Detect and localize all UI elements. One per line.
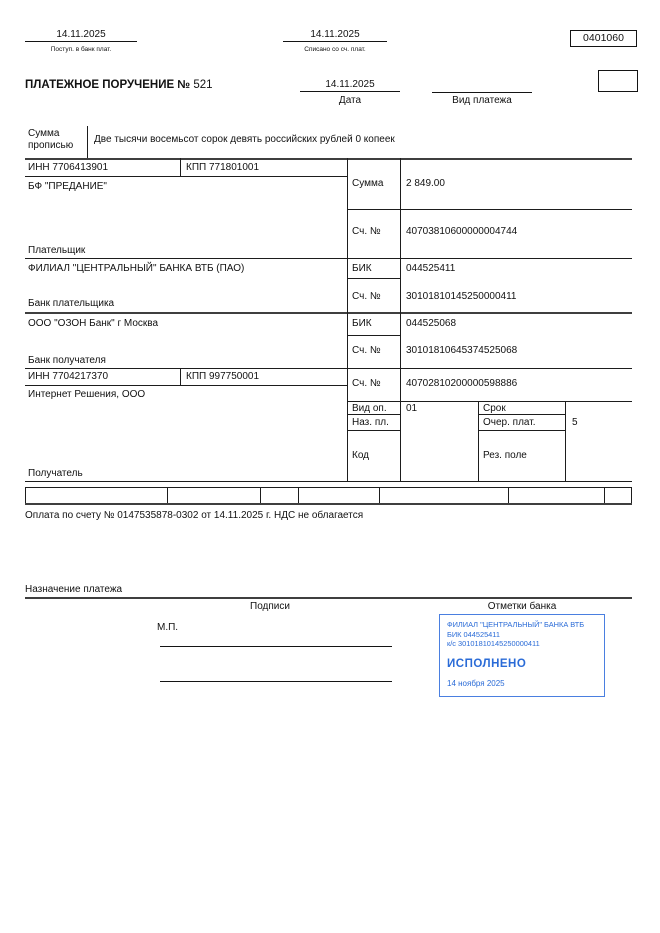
- divider: [400, 158, 401, 481]
- debited-date-label: Списано со сч. плат.: [304, 46, 366, 53]
- form-code-box: [570, 30, 637, 47]
- stamp-bank-name: ФИЛИАЛ "ЦЕНТРАЛЬНЫЙ" БАНКА ВТБ: [447, 620, 585, 629]
- divider: [508, 487, 509, 503]
- divider: [347, 209, 632, 210]
- reserve-field-label: Рез. поле: [483, 450, 527, 461]
- payer-bank-label: Банк плательщика: [28, 298, 115, 309]
- divider: [478, 401, 479, 481]
- op-type-value: 01: [406, 403, 418, 414]
- stamp-place-label: М.П.: [157, 622, 179, 633]
- payee-bank-account: 30101810645374525068: [406, 345, 518, 356]
- document-title-text: ПЛАТЕЖНОЕ ПОРУЧЕНИЕ №: [25, 79, 191, 91]
- payee-bank-bik: 044525068: [406, 318, 457, 329]
- bank-stamp: [439, 614, 605, 697]
- stamp-date: 14 ноября 2025: [447, 678, 505, 688]
- stamp-status: ИСПОЛНЕНО: [447, 657, 527, 670]
- stamp-corr-account: к/с 30101810145250000411: [447, 639, 540, 648]
- payee-account: 40702810200000598886: [406, 378, 518, 389]
- divider: [87, 126, 88, 158]
- code-label: Код: [352, 450, 370, 461]
- divider: [565, 401, 566, 481]
- received-date: 14.11.2025: [25, 29, 137, 42]
- divider: [478, 430, 565, 431]
- bank-marks-label: Отметки банка: [487, 601, 557, 612]
- divider: [25, 312, 632, 314]
- purpose-code-label: Наз. пл.: [352, 417, 389, 428]
- divider: [25, 176, 347, 177]
- divider: [379, 487, 380, 503]
- divider: [25, 597, 632, 599]
- document-date: 14.11.2025: [300, 79, 400, 92]
- divider: [347, 158, 348, 481]
- divider: [167, 487, 168, 503]
- payee-inn: ИНН 7704217370: [28, 371, 109, 382]
- divider: [347, 401, 632, 402]
- divider: [25, 368, 632, 369]
- document-date-label: Дата: [338, 95, 362, 106]
- payee-kpp: КПП 997750001: [186, 371, 260, 382]
- payer-account-label: Сч. №: [352, 226, 381, 237]
- stamp-bik: БИК 044525411: [447, 629, 500, 639]
- payee-bank-bik-label: БИК: [352, 318, 372, 329]
- divider: [180, 158, 181, 176]
- payee-bank-name: ООО "ОЗОН Банк" г Москва: [28, 318, 159, 329]
- payee-name: Интернет Решения, ООО: [28, 389, 146, 400]
- signature-line: [160, 646, 392, 647]
- payer-kpp: КПП 771801001: [186, 162, 260, 173]
- divider: [25, 258, 632, 259]
- payee-account-label: Сч. №: [352, 378, 381, 389]
- document-title: [25, 79, 213, 91]
- payer-bank-name: ФИЛИАЛ "ЦЕНТРАЛЬНЫЙ" БАНКА ВТБ (ПАО): [28, 263, 245, 274]
- payer-inn: ИНН 7706413901: [28, 162, 109, 173]
- divider: [631, 487, 632, 503]
- divider: [347, 278, 400, 279]
- divider: [25, 503, 632, 505]
- amount-words-label: Сумма прописью: [28, 128, 74, 151]
- payer-bank-bik-label: БИК: [352, 263, 372, 274]
- payer-label: Плательщик: [28, 245, 86, 256]
- payee-label: Получатель: [28, 468, 83, 479]
- divider: [25, 487, 632, 488]
- payment-purpose-text: Оплата по счету № 0147535878-0302 от 14.11.2025 г. НДС не облагается: [25, 510, 364, 521]
- payee-bank-label: Банк получателя: [28, 355, 106, 366]
- divider: [298, 487, 299, 503]
- divider: [260, 487, 261, 503]
- op-type-label: Вид оп.: [352, 403, 387, 414]
- priority-label: Очер. плат.: [483, 417, 536, 428]
- term-label: Срок: [483, 403, 506, 414]
- payment-type-label: Вид платежа: [452, 95, 512, 106]
- signatures-label: Подписи: [250, 601, 290, 612]
- amount-label: Сумма: [352, 178, 384, 189]
- status-box: [598, 70, 638, 92]
- debited-date: 14.11.2025: [283, 29, 387, 42]
- divider: [604, 487, 605, 503]
- payer-account: 40703810600000004744: [406, 226, 518, 237]
- divider: [25, 487, 26, 503]
- divider: [180, 368, 181, 385]
- divider: [25, 158, 632, 160]
- payment-purpose-label: Назначение платежа: [25, 584, 123, 595]
- received-date-label: Поступ. в банк плат.: [50, 46, 112, 53]
- divider: [25, 385, 347, 386]
- payer-bank-account-label: Сч. №: [352, 291, 381, 302]
- amount-words-value: Две тысячи восемьсот сорок девять российских рублей 0 копеек: [94, 134, 395, 145]
- amount-value: 2 849.00: [406, 178, 445, 189]
- divider: [347, 335, 400, 336]
- document-number: 521: [193, 79, 213, 91]
- payer-bank-bik: 044525411: [406, 263, 456, 274]
- payee-bank-account-label: Сч. №: [352, 345, 381, 356]
- payment-type-field: [432, 79, 532, 93]
- divider: [347, 430, 400, 431]
- priority-value: 5: [572, 417, 578, 428]
- form-code: 0401060: [583, 32, 624, 44]
- payer-name: БФ "ПРЕДАНИЕ": [28, 181, 107, 192]
- payer-bank-account: 30101810145250000411: [406, 291, 517, 302]
- divider: [25, 481, 632, 482]
- signature-line: [160, 681, 392, 682]
